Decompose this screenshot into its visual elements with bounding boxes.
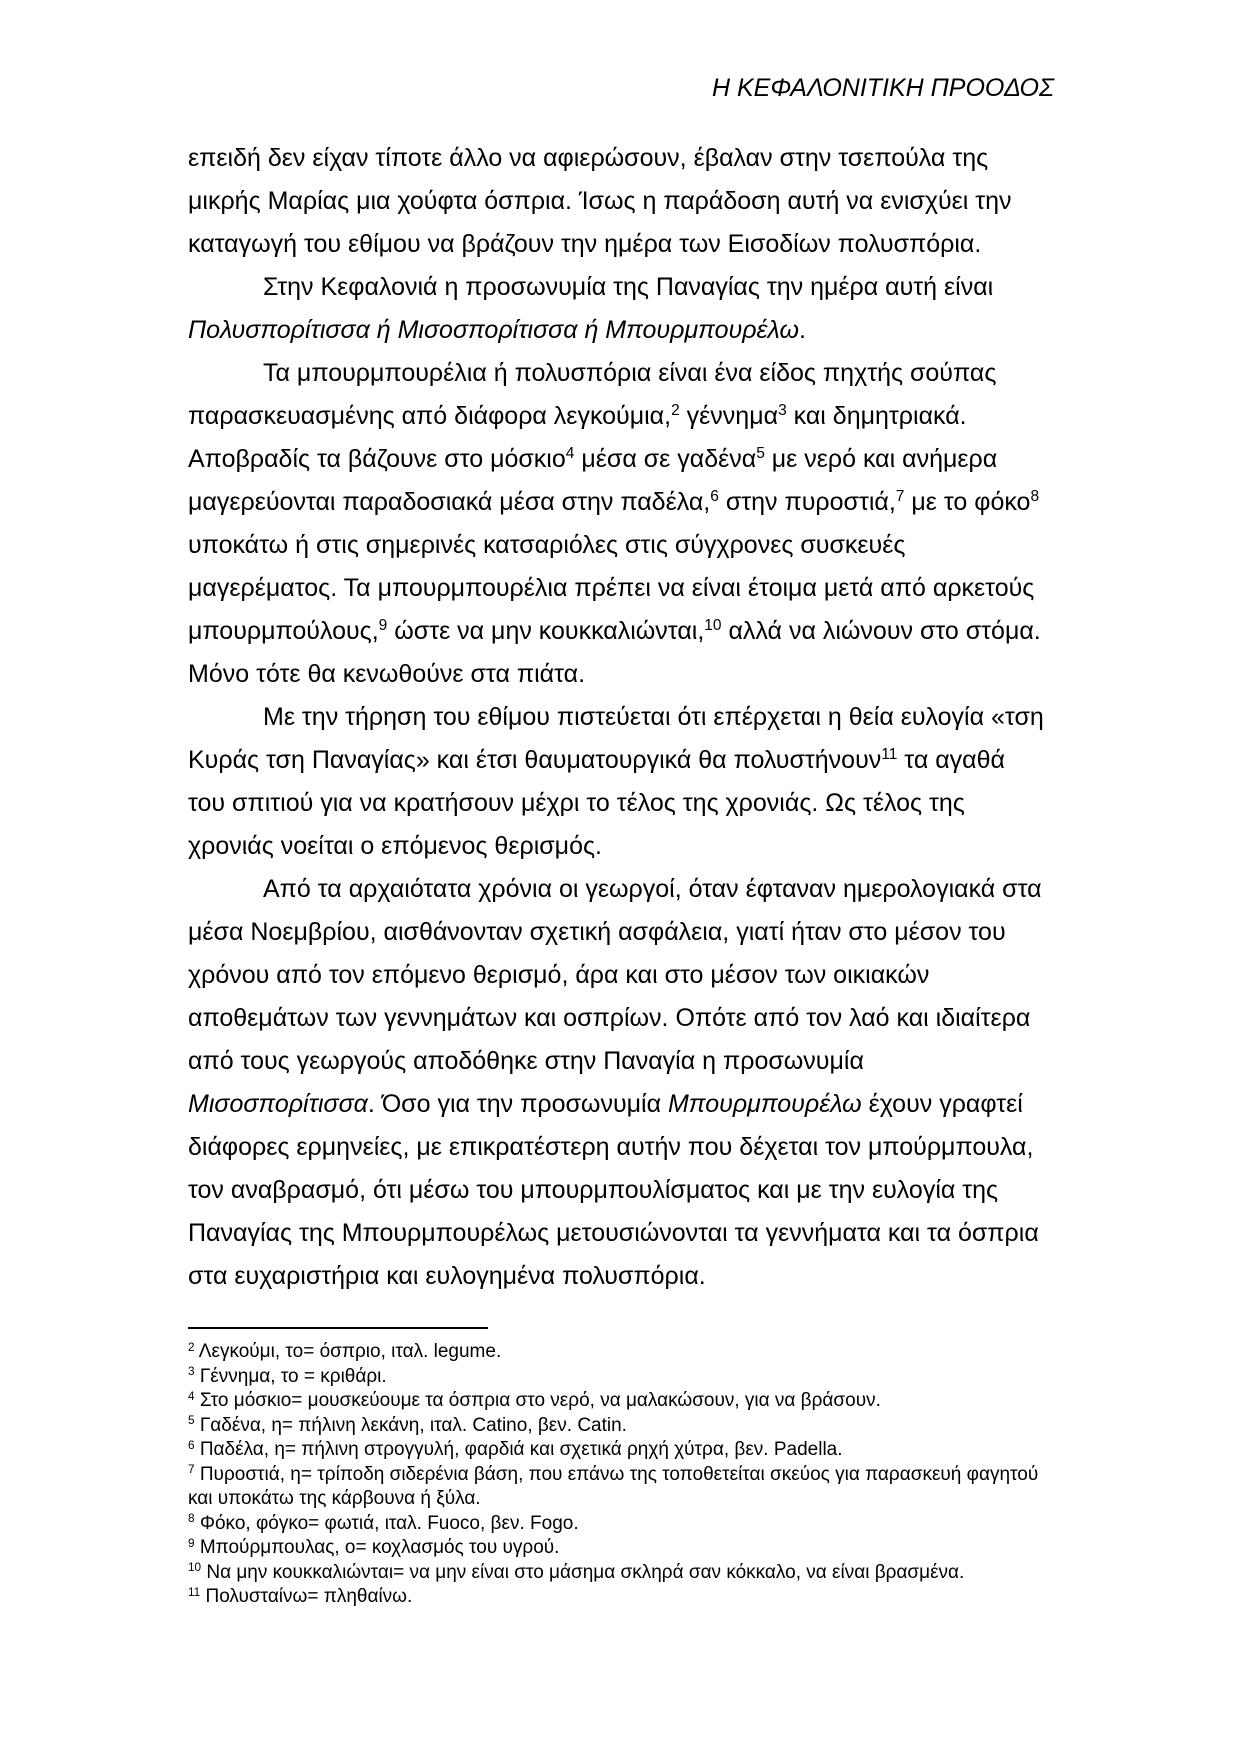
text-segment: με το φόκο	[904, 488, 1031, 516]
text-segment: έχουν γραφτεί	[861, 1090, 1023, 1118]
text-segment: . Όσο για την προσωνυμία	[367, 1090, 668, 1118]
footnote-number: 7	[188, 1463, 195, 1477]
text-segment: Μόνο τότε θα κενωθούνε στα πιάτα.	[188, 660, 586, 688]
text-line	[188, 395, 1054, 438]
text-segment: και δημητριακά.	[786, 402, 967, 430]
footnote-number: 5	[188, 1414, 195, 1428]
text-line	[188, 309, 1054, 352]
footnote-reference: 10	[704, 617, 722, 635]
footnote-item: $^2$ Λεγκούμι, το= όσπριο, ιταλ. legume.	[188, 1340, 502, 1362]
text-segment: μέσα Νοεμβρίου, αισθάνονταν σχετική ασφάλεια, γιατί ήταν στο μέσον του	[188, 918, 1006, 946]
page-header-title: Η ΚΕΦΑΛΟΝΙΤΙΚΗ ΠΡΟΟΔΟΣ	[711, 74, 1054, 102]
text-line	[188, 180, 1054, 223]
footnote-number: 10	[188, 1561, 202, 1575]
text-line	[188, 524, 1054, 567]
text-segment: διάφορες ερμηνείες, με επικρατέστερη αυτήν που δέχεται τον μπούρμπουλα,	[188, 1133, 1034, 1161]
text-segment: αλλά να λιώνουν στο στόμα.	[721, 617, 1041, 645]
footnotes-list	[188, 1340, 1054, 1610]
text-segment: μέσα σε γαδένα	[574, 445, 757, 473]
text-segment: με νερό και ανήμερα	[764, 445, 998, 473]
footnote-reference: 9	[378, 617, 388, 635]
footnote-item: $^8$ Φόκο, φόγκο= φωτιά, ιταλ. Fuoco, βεν. Fogo.	[188, 1512, 579, 1534]
text-segment: αποθεμάτων των γεννημάτων και οσπρίων. Οπότε από τον λαό και ιδιαίτερα	[188, 1004, 1031, 1032]
footnote-reference: 6	[710, 488, 719, 506]
text-line	[188, 696, 1054, 739]
text-line	[188, 653, 1054, 696]
text-segment: τα αγαθά	[897, 746, 1005, 774]
text-line	[188, 1083, 1054, 1126]
text-segment: Κυράς τση Παναγίας» και έτσι θαυματουργικά θα πολυστήνουν	[188, 746, 882, 774]
footnote-separator	[188, 1327, 488, 1329]
text-line	[188, 352, 1054, 395]
text-line	[188, 1126, 1054, 1169]
text-segment: Παναγίας της Μπουρμπουρέλως μετουσιώνονται τα γεννήματα και τα όσπρια	[188, 1219, 1039, 1247]
document-body	[188, 137, 1054, 1298]
text-line	[188, 868, 1054, 911]
footnote-item: $^3$ Γέννημα, το = κριθάρι.	[188, 1365, 387, 1387]
text-segment: Τα μπουρμπουρέλια ή πολυσπόρια είναι ένα είδος πηχτής σούπας	[263, 359, 997, 387]
text-segment: γέννημα	[679, 402, 779, 430]
text-segment: παρασκευασμένης από διάφορα λεγκούμια,	[188, 402, 672, 430]
footnote-item: $^9$ Μπούρμπουλας, ο= κοχλασμός του υγρού.	[188, 1536, 560, 1558]
text-line	[188, 1255, 1054, 1298]
text-line	[188, 1212, 1054, 1255]
footnote-number: 3	[188, 1365, 195, 1379]
text-line	[188, 997, 1054, 1040]
footnote-number: 11	[188, 1585, 201, 1599]
text-segment: μπουρμπούλους,	[188, 617, 379, 645]
footnote-reference: 8	[1030, 488, 1040, 506]
text-line	[188, 739, 1054, 782]
text-segment: .	[798, 316, 806, 344]
text-segment: μαγερεύονται παραδοσιακά μέσα στην παδέλα,	[188, 488, 711, 516]
text-line	[188, 1169, 1054, 1212]
text-segment: χρόνου από τον επόμενο θερισμό, άρα και στο μέσον των οικιακών	[188, 961, 930, 989]
footnote-reference: 5	[756, 445, 765, 463]
text-segment: επειδή δεν είχαν τίποτε άλλο να αφιερώσουν, έβαλαν στην τσεπούλα της	[188, 144, 989, 172]
text-segment: Μισοσπορίτισσα	[188, 1090, 368, 1118]
text-segment: στην πυροστιά,	[718, 488, 896, 516]
footnote-number: 9	[188, 1536, 195, 1550]
footnote-reference: 11	[881, 746, 898, 764]
text-segment: από τους γεωργούς αποδόθηκε στην Παναγία η προσωνυμία	[188, 1047, 864, 1075]
text-line	[188, 911, 1054, 954]
footnote-reference: 2	[671, 402, 680, 420]
text-segment: Πολυσπορίτισσα ή Μισοσπορίτισσα ή Μπουρμπουρέλω	[188, 316, 799, 344]
text-segment: χρονιάς νοείται ο επόμενος θερισμός.	[188, 832, 602, 860]
text-segment: Στην Κεφαλονιά η προσωνυμία της Παναγίας την ημέρα αυτή είναι	[263, 273, 994, 301]
footnote-item: $^{11}$ Πολυσταίνω= πληθαίνω.	[188, 1585, 413, 1607]
footnote-number: 6	[188, 1438, 195, 1452]
text-line	[188, 825, 1054, 868]
text-line	[188, 223, 1054, 266]
text-segment: μικρής Μαρίας μια χούφτα όσπρια. Ίσως η παράδοση αυτή να ενισχύει την	[188, 187, 1012, 215]
footnote-number: 8	[188, 1512, 195, 1526]
text-segment: Αποβραδίς τα βάζουνε στο μόσκιο	[188, 445, 566, 473]
text-segment: του σπιτιού για να κρατήσουν μέχρι το τέλος της χρονιάς. Ως τέλος της	[188, 789, 965, 817]
text-segment: Με την τήρηση του εθίμου πιστεύεται ότι επέρχεται η θεία ευλογία «τση	[263, 703, 1044, 731]
text-segment: ώστε να μην κουκκαλιώνται,	[387, 617, 705, 645]
footnote-number: 2	[188, 1340, 195, 1354]
text-segment: τον αναβρασμό, ότι μέσω του μπουρμπουλίσματος και με την ευλογία της	[188, 1176, 999, 1204]
text-line	[188, 954, 1054, 997]
footnote-number: 4	[188, 1389, 195, 1403]
footnote-reference: 4	[565, 445, 575, 463]
text-segment: μαγερέματος. Τα μπουρμπουρέλια πρέπει να είναι έτοιμα μετά από αρκετούς	[188, 574, 1035, 602]
text-line	[188, 610, 1054, 653]
text-segment: Από τα αρχαιότατα χρόνια οι γεωργοί, όταν έφταναν ημερολογιακά στα	[263, 875, 1042, 903]
footnote-item: $^7$ Πυροστιά, η= τρίποδη σιδερένια βάση, που επάνω της τοποθετείται σκεύος για παρασκευή φαγητού και υποκάτω της κάρβουνα ή ξύλα.	[188, 1463, 1039, 1509]
footnote-reference: 7	[895, 488, 905, 506]
text-segment: υποκάτω ή στις σημερινές κατσαριόλες στις σύγχρονες συσκευές	[188, 531, 906, 559]
text-segment: καταγωγή του εθίμου να βράζουν την ημέρα των Εισοδίων πολυσπόρια.	[188, 230, 982, 258]
footnote-item: $^6$ Παδέλα, η= πήλινη στρογγυλή, φαρδιά και σχετικά ρηχή χύτρα, βεν. Padella.	[188, 1438, 843, 1460]
text-line	[188, 782, 1054, 825]
text-line	[188, 137, 1054, 180]
text-line	[188, 567, 1054, 610]
text-segment: Μπουρμπουρέλω	[667, 1090, 862, 1118]
footnote-item: $^5$ Γαδένα, η= πήλινη λεκάνη, ιταλ. Catino, βεν. Catin.	[188, 1414, 627, 1436]
footnote-reference: 3	[778, 402, 787, 420]
text-line	[188, 438, 1054, 481]
text-line	[188, 266, 1054, 309]
footnote-item: $^4$ Στο μόσκιο= μουσκεύουμε τα όσπρια στο νερό, να μαλακώσουν, για να βράσουν.	[188, 1389, 881, 1411]
footnote-item: $^{10}$ Να μην κουκκαλιώνται= να μην είναι στο μάσημα σκληρά σαν κόκκαλο, να είναι βρασμένα.	[188, 1561, 965, 1583]
text-line	[188, 1040, 1054, 1083]
text-line	[188, 481, 1054, 524]
text-segment: στα ευχαριστήρια και ευλογημένα πολυσπόρια.	[188, 1262, 706, 1290]
